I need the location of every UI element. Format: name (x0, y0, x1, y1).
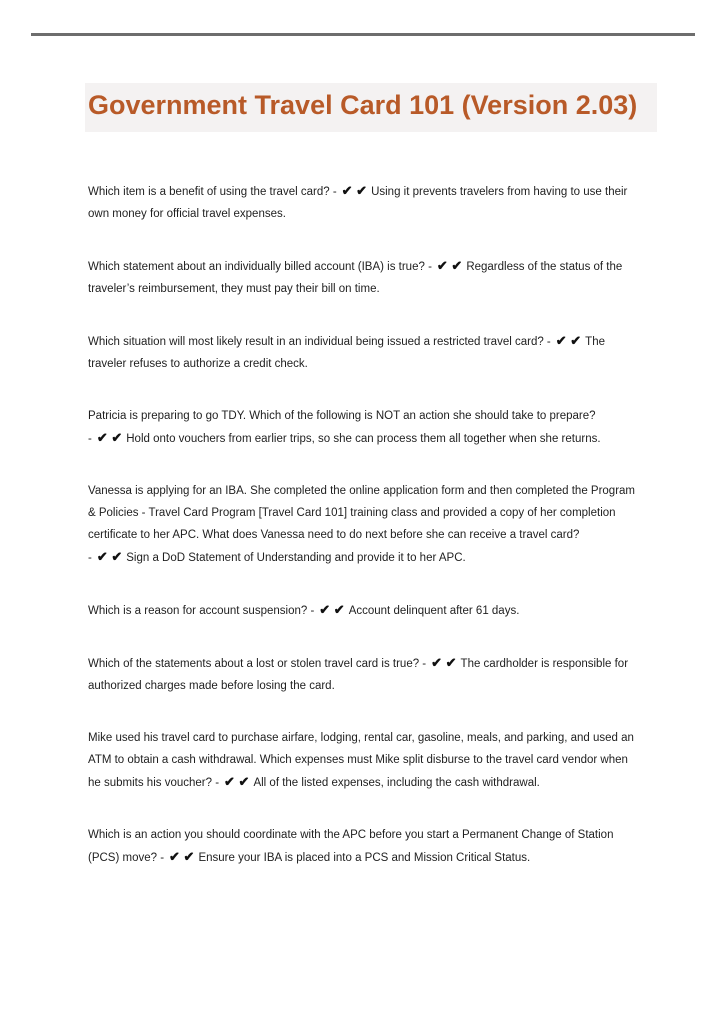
question-text: Which situation will most likely result in an individual being issued a restricted travel card? - (88, 336, 551, 348)
checkmark-icon: ✔ ✔ (436, 258, 463, 273)
checkmark-icon: ✔ ✔ (169, 849, 195, 864)
checkmark-icon: ✔ ✔ (341, 183, 368, 198)
question-text: Which is a reason for account suspension? - (88, 605, 315, 617)
answer-text: The traveler refuses to authorize a credit check. (88, 336, 605, 370)
question-text: Patricia is preparing to go TDY. Which of the following is NOT an action she should take to prepare? - (88, 410, 596, 445)
answer-text: All of the listed expenses, including the cash withdrawal. (253, 777, 540, 789)
qa-item (88, 652, 638, 697)
qa-item (88, 180, 638, 225)
checkmark-icon: ✔ ✔ (224, 774, 250, 789)
question-text: Which of the statements about a lost or stolen travel card is true? - (88, 658, 427, 670)
qa-item (88, 255, 638, 300)
qa-item (88, 405, 638, 450)
qa-item (88, 599, 638, 622)
question-text: Which statement about an individually billed account (IBA) is true? - (88, 261, 432, 273)
checkmark-icon: ✔ ✔ (96, 430, 123, 445)
page-top-border (31, 33, 695, 36)
checkmark-icon: ✔ ✔ (319, 602, 345, 617)
answer-text: Account delinquent after 61 days. (348, 605, 520, 617)
checkmark-icon: ✔ ✔ (96, 549, 123, 564)
question-text: Mike used his travel card to purchase airfare, lodging, rental car, gasoline, meals, and parking, and used an ATM to obtain a cash withdrawal. Which expenses must Mike split disburse to the travel card vendor when he submits his voucher? - (88, 732, 634, 789)
qa-item (88, 824, 638, 869)
qa-list (88, 180, 638, 899)
qa-item (88, 480, 638, 569)
answer-text: The cardholder is responsible for authorized charges made before losing the card. (88, 658, 629, 692)
question-text: Which item is a benefit of using the travel card? - (88, 186, 337, 198)
checkmark-icon: ✔ ✔ (555, 333, 582, 348)
answer-text: Hold onto vouchers from earlier trips, so she can process them all together when she returns. (126, 433, 601, 445)
answer-text: Regardless of the status of the traveler’s reimbursement, they must pay their bill on time. (88, 261, 623, 295)
document-title: Government Travel Card 101 (Version 2.03) (85, 83, 657, 132)
answer-text: Using it prevents travelers from having to use their own money for official travel expenses. (88, 186, 628, 220)
question-text: Which is an action you should coordinate with the APC before you start a Permanent Change of Station (PCS) move? - (88, 829, 614, 864)
answer-text: Ensure your IBA is placed into a PCS and Mission Critical Status. (198, 852, 531, 864)
checkmark-icon: ✔ ✔ (431, 655, 457, 670)
qa-item (88, 330, 638, 375)
answer-text: Sign a DoD Statement of Understanding and provide it to her APC. (126, 552, 466, 564)
qa-item (88, 727, 638, 794)
question-text: Vanessa is applying for an IBA. She completed the online application form and then completed the Program & Policies - Travel Card Program [Travel Card 101] training class and provided a copy of her completion certificate to her APC. What does Vanessa need to do next before she can receive a travel card? - (88, 485, 636, 564)
